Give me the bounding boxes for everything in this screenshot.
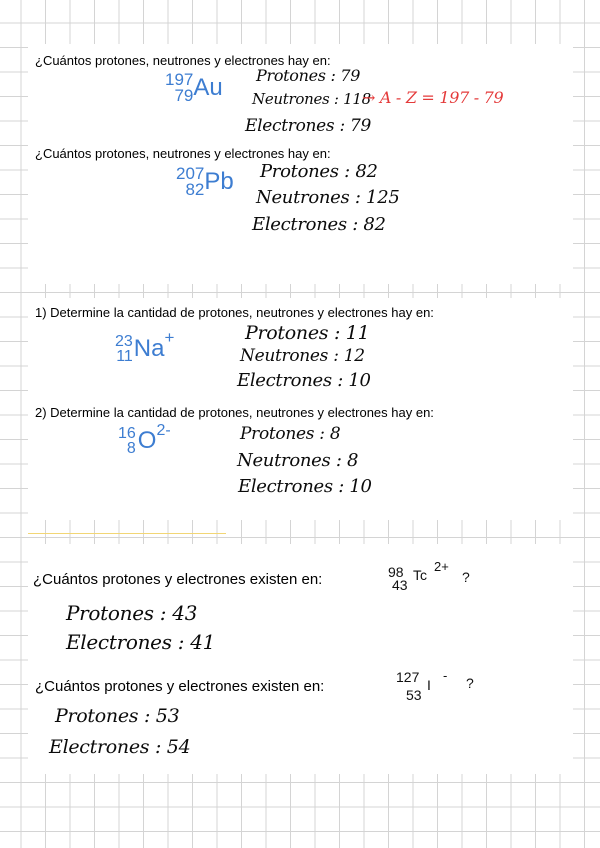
mass-number: 197 bbox=[165, 70, 194, 89]
isotope-i bbox=[396, 668, 496, 708]
element-symbol: I bbox=[427, 677, 431, 693]
answer-electrons-o: Electrones : 10 bbox=[238, 476, 372, 497]
question-pb: ¿Cuántos protones, neutrones y electrones hay en: bbox=[35, 146, 331, 161]
mass-number: 98 bbox=[388, 564, 404, 580]
ion-charge: + bbox=[164, 328, 175, 347]
answer-neutrons-au: Neutrones : 118 bbox=[252, 90, 371, 108]
atomic-number: 82 bbox=[185, 180, 205, 200]
ion-charge: - bbox=[443, 668, 448, 683]
mass-number: 207 bbox=[176, 164, 205, 183]
question-mark: ? bbox=[466, 675, 474, 691]
answer-neutrons-o: Neutrones : 8 bbox=[237, 450, 359, 471]
isotope-na bbox=[115, 328, 174, 364]
isotope-au bbox=[165, 72, 223, 104]
atomic-number: 8 bbox=[126, 439, 136, 457]
atomic-number: 43 bbox=[392, 577, 408, 593]
answer-electrons-au: Electrones : 79 bbox=[245, 116, 372, 136]
mass-number: 23 bbox=[115, 332, 133, 350]
answer-electrons-tc: Electrones : 41 bbox=[66, 630, 216, 654]
mass-number: 16 bbox=[118, 424, 136, 442]
highlight-divider bbox=[28, 533, 226, 534]
answer-neutrons-na: Neutrones : 12 bbox=[240, 346, 365, 366]
question-o: 2) Determine la cantidad de protones, neutrones y electrones hay en: bbox=[35, 405, 434, 420]
calculation-au: → A - Z = 197 - 79 bbox=[362, 88, 504, 107]
atomic-number: 53 bbox=[406, 687, 422, 703]
question-au: ¿Cuántos protones, neutrones y electrones hay en: bbox=[35, 53, 331, 68]
answer-electrons-i: Electrones : 54 bbox=[49, 736, 191, 758]
answer-protons-o: Protones : 8 bbox=[240, 424, 341, 444]
element-symbol: Na bbox=[133, 334, 165, 362]
answer-protons-tc: Protones : 43 bbox=[66, 601, 198, 625]
element-symbol: Pb bbox=[204, 168, 234, 196]
atomic-number: 11 bbox=[116, 347, 133, 365]
isotope-tc bbox=[386, 559, 486, 596]
question-mark: ? bbox=[462, 569, 470, 585]
question-i: ¿Cuántos protones y electrones existen en: bbox=[35, 678, 325, 695]
element-symbol: O bbox=[137, 426, 157, 454]
answer-protons-i: Protones : 53 bbox=[55, 705, 180, 727]
atomic-number: 79 bbox=[174, 86, 194, 106]
answer-neutrons-pb: Neutrones : 125 bbox=[256, 187, 400, 208]
answer-electrons-na: Electrones : 10 bbox=[237, 370, 371, 391]
answer-protons-na: Protones : 11 bbox=[245, 322, 370, 344]
answer-electrons-pb: Electrones : 82 bbox=[252, 214, 386, 235]
mass-number: 127 bbox=[396, 669, 420, 685]
ion-charge: 2- bbox=[156, 422, 171, 439]
isotope-pb bbox=[176, 166, 234, 198]
isotope-o bbox=[118, 422, 171, 456]
question-na: 1) Determine la cantidad de protones, neutrones y electrones hay en: bbox=[35, 305, 434, 320]
element-symbol: Au bbox=[193, 74, 223, 102]
ion-charge: 2+ bbox=[434, 559, 449, 574]
element-symbol: Tc bbox=[413, 567, 427, 583]
answer-protons-au: Protones : 79 bbox=[256, 66, 361, 85]
answer-protons-pb: Protones : 82 bbox=[260, 161, 378, 182]
question-tc: ¿Cuántos protones y electrones existen en: bbox=[33, 571, 323, 588]
